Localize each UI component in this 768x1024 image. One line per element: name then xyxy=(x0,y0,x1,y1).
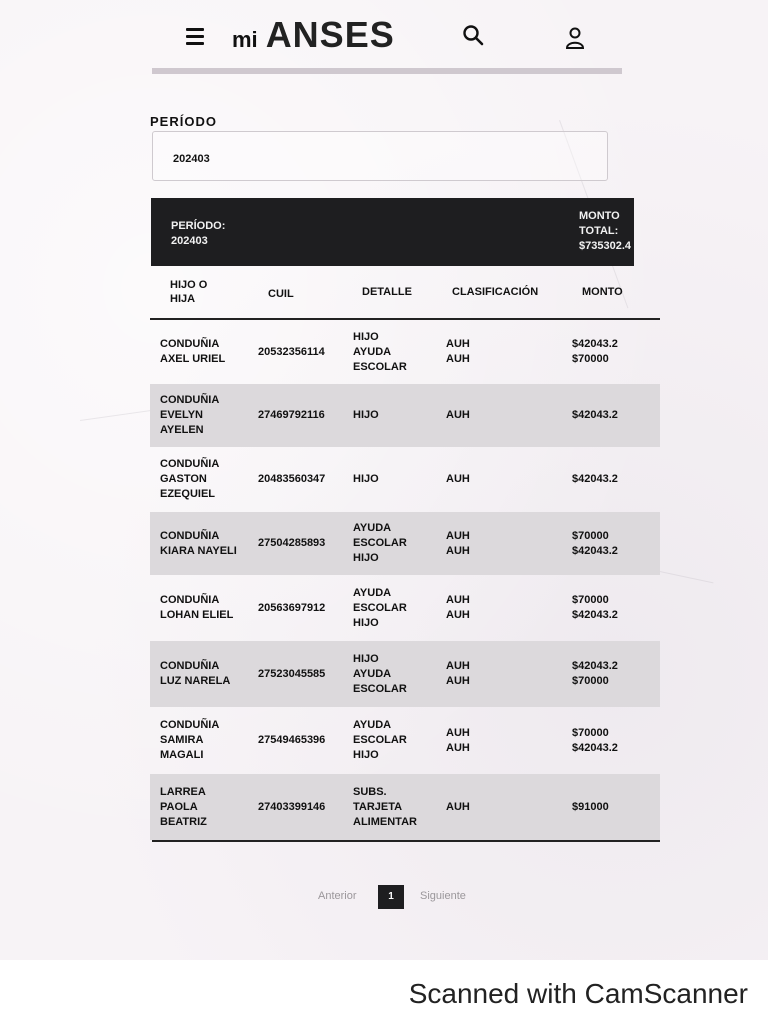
child-name-line: CONDUÑIA xyxy=(160,660,220,672)
benefit-detail-line: SUBS. xyxy=(353,786,387,798)
table-body xyxy=(150,320,660,840)
column-header-cuil: CUIL xyxy=(268,288,294,300)
benefit-amount-line: $70000 xyxy=(572,530,609,542)
child-name-line: CONDUÑIA xyxy=(160,594,220,606)
child-name-line: EVELYN xyxy=(160,409,204,421)
child-cuil: 20532356114 xyxy=(258,346,325,358)
benefit-amount-line: $42043.2 xyxy=(572,338,618,350)
benefit-detail-line: HIJO xyxy=(353,617,379,629)
search-icon[interactable] xyxy=(462,24,484,46)
benefit-amount-line: $91000 xyxy=(572,801,609,813)
child-name-line: LUZ NARELA xyxy=(160,675,231,687)
benefit-detail-line: AYUDA xyxy=(353,346,392,358)
benefit-detail-line: AYUDA xyxy=(353,522,392,534)
benefit-detail-line: AYUDA xyxy=(353,668,392,680)
summary-total-label-2: TOTAL: xyxy=(579,225,619,237)
pagination-next-button[interactable]: Siguiente xyxy=(420,890,466,902)
benefit-classification-line: AUH xyxy=(446,609,470,621)
camscanner-watermark: Scanned with CamScanner xyxy=(408,978,748,1009)
benefit-detail-line: HIJO xyxy=(353,749,379,761)
benefit-detail-line: HIJO xyxy=(353,409,379,421)
period-select[interactable] xyxy=(152,131,608,181)
app-header xyxy=(150,6,620,70)
benefit-classification-line: AUH xyxy=(446,545,470,557)
column-header-clasificacion: CLASIFICACIÓN xyxy=(452,286,539,298)
child-name xyxy=(160,718,219,763)
benefit-detail xyxy=(353,586,407,631)
child-name xyxy=(160,457,219,502)
child-name-line: CONDUÑIA xyxy=(160,394,220,406)
child-name xyxy=(160,393,219,438)
benefit-detail xyxy=(353,408,379,423)
child-name-line: BEATRIZ xyxy=(160,816,207,828)
benefit-detail-line: HIJO xyxy=(353,331,379,343)
period-label: PERÍODO xyxy=(150,114,217,129)
logo-brand: ANSES xyxy=(265,14,395,55)
benefit-detail-line: HIJO xyxy=(353,552,379,564)
benefit-detail-line: ESCOLAR xyxy=(353,537,407,549)
benefit-amount-line: $42043.2 xyxy=(572,742,618,754)
benefit-classification-line: AUH xyxy=(446,530,470,542)
logo-prefix: mi xyxy=(232,27,258,52)
pagination-current-page[interactable]: 1 xyxy=(378,885,404,909)
child-name-line: CONDUÑIA xyxy=(160,719,220,731)
benefit-classification-line: AUH xyxy=(446,594,470,606)
child-cuil: 27549465396 xyxy=(258,734,326,746)
benefit-classification xyxy=(446,408,470,423)
benefits-table xyxy=(150,268,660,840)
benefit-amount xyxy=(572,593,618,623)
benefit-classification xyxy=(446,726,470,756)
child-name-line: AXEL URIEL xyxy=(160,353,226,365)
benefit-amount xyxy=(572,472,618,487)
child-cuil: 27403399146 xyxy=(258,801,326,813)
benefit-classification xyxy=(446,659,470,689)
benefit-classification xyxy=(446,529,470,559)
child-name xyxy=(160,593,233,623)
child-cuil: 27469792116 xyxy=(258,409,325,421)
benefit-amount xyxy=(572,800,609,815)
benefit-classification-line: AUH xyxy=(446,727,470,739)
child-name-line: CONDUÑIA xyxy=(160,458,220,470)
benefit-detail-line: ALIMENTAR xyxy=(353,816,417,828)
user-icon[interactable] xyxy=(564,26,586,50)
child-name xyxy=(160,785,207,830)
benefit-classification xyxy=(446,337,470,367)
benefit-detail-line: AYUDA xyxy=(353,719,392,731)
column-header-child-line-2: HIJA xyxy=(170,293,196,305)
child-name xyxy=(160,529,237,559)
summary-period xyxy=(171,219,225,249)
child-name-line: SAMIRA xyxy=(160,734,204,746)
child-name-line: MAGALI xyxy=(160,749,204,761)
hamburger-menu-icon[interactable] xyxy=(186,28,204,44)
benefit-amount-line: $70000 xyxy=(572,594,609,606)
benefit-classification-line: AUH xyxy=(446,742,470,754)
child-name-line: EZEQUIEL xyxy=(160,488,216,500)
benefit-amount-line: $42043.2 xyxy=(572,545,618,557)
benefit-detail xyxy=(353,521,407,566)
child-name-line: CONDUÑIA xyxy=(160,530,220,542)
child-name-line: AYELEN xyxy=(160,424,204,436)
column-header-detalle: DETALLE xyxy=(362,286,412,298)
benefit-classification-line: AUH xyxy=(446,409,470,421)
benefit-classification-line: AUH xyxy=(446,801,470,813)
summary-period-label: PERÍODO: xyxy=(171,220,226,232)
child-cuil: 20563697912 xyxy=(258,602,326,614)
benefit-classification xyxy=(446,800,470,815)
mi-anses-logo[interactable] xyxy=(232,14,395,58)
child-cuil: 27523045585 xyxy=(258,668,326,680)
period-select-value: 202403 xyxy=(173,153,210,165)
benefit-detail-line: ESCOLAR xyxy=(353,361,407,373)
table-bottom-divider xyxy=(152,840,660,842)
benefit-amount-line: $42043.2 xyxy=(572,609,618,621)
benefit-detail xyxy=(353,718,407,763)
benefit-amount xyxy=(572,408,618,423)
table-row xyxy=(150,575,660,641)
table-row xyxy=(150,512,660,575)
table-header xyxy=(150,268,660,320)
benefit-amount-line: $42043.2 xyxy=(572,409,618,421)
benefit-detail-line: HIJO xyxy=(353,473,379,485)
benefit-amount-line: $70000 xyxy=(572,675,609,687)
child-name xyxy=(160,659,230,689)
summary-total xyxy=(579,209,631,254)
child-name-line: KIARA NAYELI xyxy=(160,545,237,557)
benefit-classification-line: AUH xyxy=(446,473,470,485)
benefit-amount-line: $42043.2 xyxy=(572,473,618,485)
column-header-child xyxy=(170,278,207,306)
child-cuil: 20483560347 xyxy=(258,473,326,485)
benefit-classification xyxy=(446,472,470,487)
summary-total-value: $735302.4 xyxy=(579,240,631,252)
benefit-detail-line: ESCOLAR xyxy=(353,602,407,614)
table-row xyxy=(150,774,660,840)
child-name-line: CONDUÑIA xyxy=(160,338,220,350)
benefit-detail-line: AYUDA xyxy=(353,587,392,599)
table-row xyxy=(150,641,660,707)
benefit-classification-line: AUH xyxy=(446,675,470,687)
benefit-detail xyxy=(353,785,417,830)
benefit-amount xyxy=(572,529,618,559)
benefit-classification-line: AUH xyxy=(446,338,470,350)
benefit-detail-line: ESCOLAR xyxy=(353,734,407,746)
child-name-line: PAOLA xyxy=(160,801,198,813)
benefit-classification xyxy=(446,593,470,623)
benefit-amount xyxy=(572,337,618,367)
benefit-classification-line: AUH xyxy=(446,660,470,672)
benefit-amount-line: $70000 xyxy=(572,727,609,739)
column-header-child-line-1: HIJO O xyxy=(170,279,208,291)
child-name xyxy=(160,337,225,367)
table-row xyxy=(150,447,660,512)
benefit-detail-line: HIJO xyxy=(353,653,379,665)
summary-total-label-1: MONTO xyxy=(579,210,620,222)
summary-band xyxy=(151,198,634,266)
benefit-amount-line: $42043.2 xyxy=(572,660,618,672)
benefit-detail xyxy=(353,472,379,487)
table-row xyxy=(150,707,660,774)
summary-period-value: 202403 xyxy=(171,235,208,247)
pagination-prev-button[interactable]: Anterior xyxy=(318,890,357,902)
child-name-line: LOHAN ELIEL xyxy=(160,609,234,621)
benefit-classification-line: AUH xyxy=(446,353,470,365)
benefit-detail xyxy=(353,652,407,697)
benefit-amount-line: $70000 xyxy=(572,353,609,365)
benefit-detail-line: ESCOLAR xyxy=(353,683,407,695)
benefit-detail-line: TARJETA xyxy=(353,801,403,813)
table-row xyxy=(150,384,660,447)
benefit-amount xyxy=(572,726,618,756)
child-name-line: LARREA xyxy=(160,786,206,798)
child-name-line: GASTON xyxy=(160,473,207,485)
column-header-monto: MONTO xyxy=(582,286,623,298)
benefit-detail xyxy=(353,330,407,375)
header-divider xyxy=(152,68,622,74)
benefit-amount xyxy=(572,659,618,689)
table-row xyxy=(150,320,660,384)
child-cuil: 27504285893 xyxy=(258,537,326,549)
